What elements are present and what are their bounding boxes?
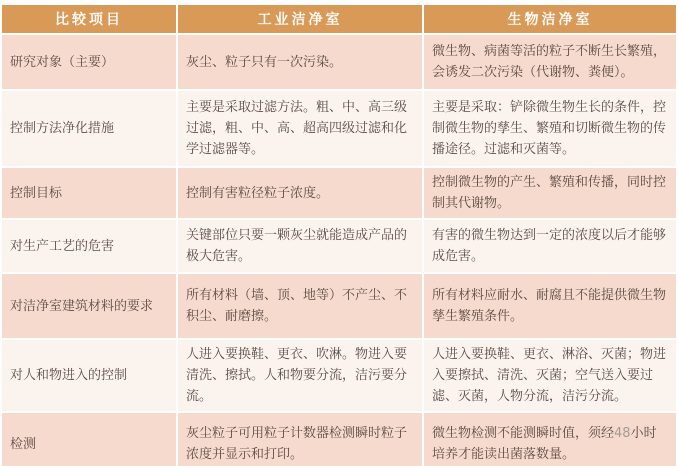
industrial-cell: 人进入要换鞋、更衣、吹淋。物进入要清洗、擦拭。人和物要分流，洁污要分流。 bbox=[178, 340, 422, 411]
biological-cell: 微生物、病菌等活的粒子不断生长繁殖，会诱发二次污染（代谢物、粪便）。 bbox=[424, 35, 676, 89]
table-row bbox=[2, 91, 676, 166]
industrial-cell: 控制有害粒径粒子浓度。 bbox=[178, 168, 422, 218]
biological-cell: 有害的微生物达到一定的浓度以后才能够成危害。 bbox=[424, 220, 676, 272]
comparison-table bbox=[0, 3, 678, 466]
biological-cell: 人进入要换鞋、更衣、淋浴、灭菌；物进入要擦拭、清洗、灭菌；空气送入要过滤、灭菌，人物分流，洁污分流。 bbox=[424, 340, 676, 411]
biological-cell: 所有材料应耐水、耐腐且不能提供微生物孳生繁殖条件。 bbox=[424, 274, 676, 338]
table-row bbox=[2, 274, 676, 338]
header-cell-biological-cleanroom: 生物洁净室 bbox=[424, 5, 676, 33]
item-cell: 对人和物进入的控制 bbox=[2, 340, 176, 411]
item-cell: 检测 bbox=[2, 413, 176, 466]
industrial-cell: 灰尘、粒子只有一次污染。 bbox=[178, 35, 422, 89]
table-row bbox=[2, 35, 676, 89]
muted-text: 48 bbox=[614, 426, 631, 441]
item-cell: 研究对象（主要） bbox=[2, 35, 176, 89]
biological-cell: 微生物检测不能测瞬时值，须经48小时培养才能读出菌落数量。 bbox=[424, 413, 676, 466]
biological-cell: 控制微生物的产生、繁殖和传播，同时控制其代谢物。 bbox=[424, 168, 676, 218]
item-cell: 对生产工艺的危害 bbox=[2, 220, 176, 272]
item-cell: 控制方法净化措施 bbox=[2, 91, 176, 166]
table-row bbox=[2, 413, 676, 466]
table-body bbox=[2, 35, 676, 466]
header-cell-comparison-item: 比较项目 bbox=[2, 5, 176, 33]
table-header-row bbox=[2, 5, 676, 33]
item-cell: 控制目标 bbox=[2, 168, 176, 218]
industrial-cell: 主要是采取过滤方法。粗、中、高三级过滤，粗、中、高、超高四级过滤和化学过滤器等。 bbox=[178, 91, 422, 166]
industrial-cell: 所有材料（墙、顶、地等）不产尘、不积尘、耐磨擦。 bbox=[178, 274, 422, 338]
table-row bbox=[2, 220, 676, 272]
industrial-cell: 灰尘粒子可用粒子计数器检测瞬时粒子浓度并显示和打印。 bbox=[178, 413, 422, 466]
biological-cell: 主要是采取：铲除微生物生长的条件，控制微生物的孳生、繁殖和切断微生物的传播途径。过滤和灭菌等。 bbox=[424, 91, 676, 166]
table-row bbox=[2, 340, 676, 411]
table-row bbox=[2, 168, 676, 218]
item-cell: 对洁净室建筑材料的要求 bbox=[2, 274, 176, 338]
header-cell-industrial-cleanroom: 工业洁净室 bbox=[178, 5, 422, 33]
industrial-cell: 关键部位只要一颗灰尘就能造成产品的极大危害。 bbox=[178, 220, 422, 272]
